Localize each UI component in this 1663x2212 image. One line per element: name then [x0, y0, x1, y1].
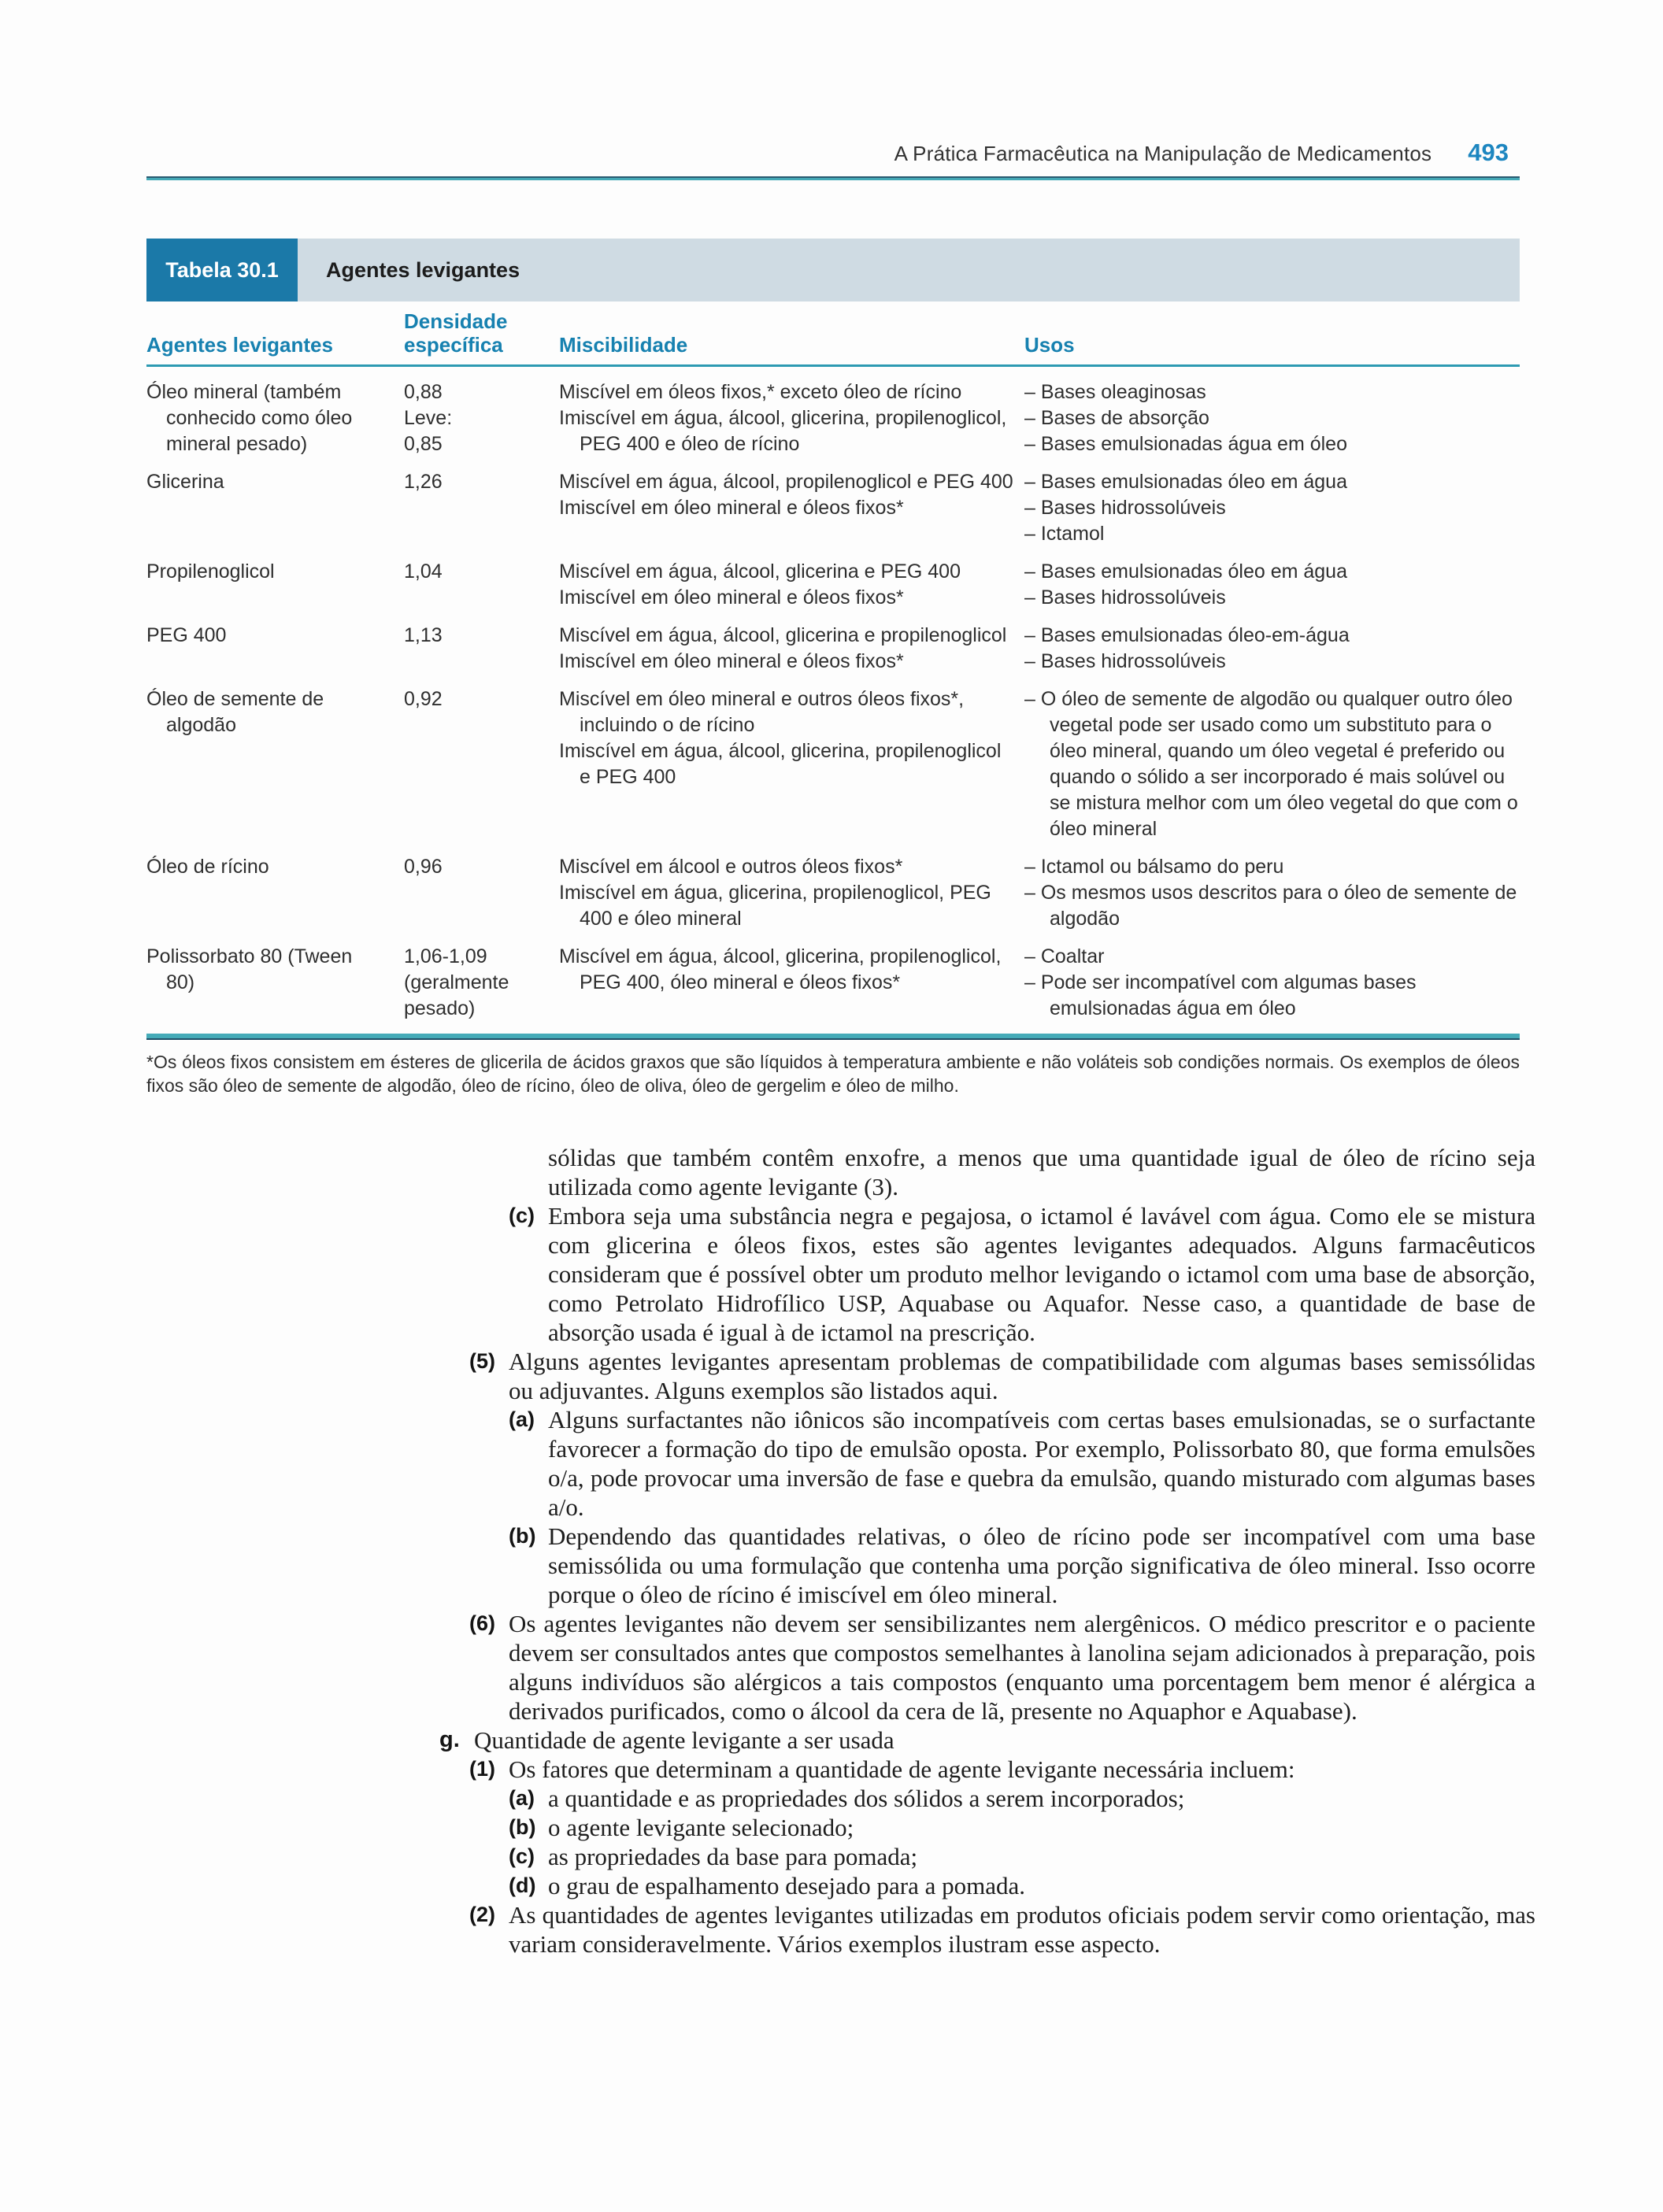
item-text: As quantidades de agentes levigantes utilizadas em produtos oficiais podem servir como orientação, mas variam consideravelmente. Vários exemplos ilustram esse aspecto. — [509, 1901, 1535, 1958]
body-item — [439, 1813, 1535, 1842]
item-marker: (1) — [469, 1757, 495, 1781]
item-marker: (2) — [469, 1903, 495, 1926]
item-text: Embora seja uma substância negra e pegajosa, o ictamol é lavável com água. Como ele se mistura com glicerina e óleos fixos, estes são agentes levigantes adequados. Alguns farmacêuticos consideram que é possível obter um produto melhor levigando o ictamol com uma base de absorção, como Petrolato Hidrofílico USP, Aquabase ou Aquafor. Nesse caso, a quantidade de base de absorção usada é igual à de ictamol na prescrição. — [548, 1202, 1535, 1346]
item-marker: (b) — [509, 1815, 536, 1839]
body-item — [439, 1143, 1535, 1201]
miscibility-cell: Miscível em água, álcool, propilenoglicol e PEG 400 Imiscível em óleo mineral e óleos fixos* — [559, 471, 1013, 519]
agent-cell: Glicerina — [146, 471, 224, 493]
item-text: Dependendo das quantidades relativas, o óleo de rícino pode ser incompatível com uma base semissólida ou uma formulação que contenha uma porção significativa de óleo mineral. Isso ocorre porque o óleo de rícino é imiscível em óleo mineral. — [548, 1522, 1535, 1608]
density-cell: 0,88 Leve: 0,85 — [404, 381, 453, 455]
item-text: a quantidade e as propriedades dos sólidos a serem incorporados; — [548, 1785, 1185, 1812]
density-cell: 1,13 — [404, 624, 443, 646]
body-item — [439, 1784, 1535, 1813]
body-item — [439, 1405, 1535, 1522]
item-marker: (d) — [509, 1874, 536, 1897]
table-body — [146, 367, 1520, 1022]
table-row — [146, 944, 1520, 1022]
header-rule — [146, 176, 1520, 180]
usos-cell: – Bases emulsionadas óleo-em-água – Bases hidrossolúveis — [1024, 624, 1350, 672]
body-item — [439, 1871, 1535, 1900]
usos-cell: – Bases emulsionadas óleo em água – Bases hidrossolúveis – Ictamol — [1024, 471, 1347, 545]
miscibility-cell: Miscível em água, álcool, glicerina, propilenoglicol, PEG 400, óleo mineral e óleos fixos* — [559, 945, 1002, 993]
body-item — [439, 1347, 1535, 1405]
table-title-bar — [146, 239, 1520, 301]
item-text: Quantidade de agente levigante a ser usada — [474, 1726, 894, 1754]
body-item — [439, 1609, 1535, 1726]
item-marker: (a) — [509, 1786, 535, 1810]
item-marker: (5) — [469, 1349, 495, 1373]
usos-cell: – Coaltar – Pode ser incompatível com algumas bases emulsionadas água em óleo — [1024, 945, 1417, 1019]
body-item — [439, 1755, 1535, 1784]
agent-cell: Óleo de rícino — [146, 856, 269, 878]
table-row — [146, 379, 1520, 457]
table-30-1 — [146, 239, 1520, 1097]
density-cell: 0,92 — [404, 688, 443, 710]
table-row — [146, 469, 1520, 547]
item-marker: g. — [439, 1727, 460, 1752]
miscibility-cell: Miscível em álcool e outros óleos fixos* Imiscível em água, glicerina, propilenoglicol, PEG 400 e óleo mineral — [559, 856, 991, 930]
table-footnote: *Os óleos fixos consistem em ésteres de glicerila de ácidos graxos que são líquidos à temperatura ambiente e não voláteis sob condições normais. Os exemplos de óleos fixos são óleo de semente de algodão, óleo de rícino, óleo de oliva, óleo de gergelim e óleo de milho. — [146, 1052, 1520, 1096]
body-item — [439, 1522, 1535, 1609]
item-marker: (b) — [509, 1524, 536, 1548]
item-text: o agente levigante selecionado; — [548, 1814, 854, 1841]
item-marker: (c) — [509, 1844, 535, 1868]
table-label: Tabela 30.1 — [146, 239, 298, 301]
item-marker: (6) — [469, 1611, 495, 1635]
table-row — [146, 623, 1520, 675]
usos-cell: – Bases oleaginosas – Bases de absorção – Bases emulsionadas água em óleo — [1024, 381, 1347, 455]
agent-cell: PEG 400 — [146, 624, 227, 646]
table-row — [146, 854, 1520, 932]
table-column-headers — [146, 309, 1520, 367]
column-header-usos: Usos — [1024, 333, 1075, 357]
agent-cell: Óleo de semente de algodão — [146, 688, 324, 736]
body-item — [439, 1726, 1535, 1755]
agent-cell: Óleo mineral (também conhecido como óleo mineral pesado) — [146, 381, 353, 455]
item-text: as propriedades da base para pomada; — [548, 1843, 918, 1870]
usos-cell: – Bases emulsionadas óleo em água – Bases hidrossolúveis — [1024, 560, 1347, 608]
body-item — [439, 1201, 1535, 1347]
body-item — [439, 1900, 1535, 1959]
body-item — [439, 1842, 1535, 1871]
density-cell: 1,04 — [404, 560, 443, 583]
table-row — [146, 686, 1520, 842]
density-cell: 1,26 — [404, 471, 443, 493]
usos-cell: – Ictamol ou bálsamo do peru – Os mesmos usos descritos para o óleo de semente de algodão — [1024, 856, 1517, 930]
column-header-densidade: Densidade específica — [404, 309, 508, 357]
density-cell: 0,96 — [404, 856, 443, 878]
table-bottom-rule — [146, 1034, 1520, 1040]
miscibility-cell: Miscível em óleos fixos,* exceto óleo de rícino Imiscível em água, álcool, glicerina, propilenoglicol, PEG 400 e óleo de rícino — [559, 381, 1007, 455]
column-header-agentes: Agentes levigantes — [146, 333, 333, 357]
density-cell: 1,06-1,09 (geralmente pesado) — [404, 945, 509, 1019]
miscibility-cell: Miscível em óleo mineral e outros óleos fixos*, incluindo o de rícino Imiscível em água, álcool, glicerina, propilenoglicol e PEG 400 — [559, 688, 1002, 788]
item-text: Os fatores que determinam a quantidade de agente levigante necessária incluem: — [509, 1755, 1295, 1783]
item-text: sólidas que também contêm enxofre, a menos que uma quantidade igual de óleo de rícino seja utilizada como agente levigante (3). — [548, 1144, 1535, 1200]
agent-cell: Propilenoglicol — [146, 560, 275, 583]
item-marker: (c) — [509, 1204, 535, 1227]
body-text — [439, 1143, 1535, 1959]
miscibility-cell: Miscível em água, álcool, glicerina e PEG 400 Imiscível em óleo mineral e óleos fixos* — [559, 560, 961, 608]
page-header — [146, 139, 1520, 167]
item-marker: (a) — [509, 1407, 535, 1431]
page-number: 493 — [1468, 139, 1509, 166]
miscibility-cell: Miscível em água, álcool, glicerina e propilenoglicol Imiscível em óleo mineral e óleos fixos* — [559, 624, 1007, 672]
table-caption: Agentes levigantes — [298, 239, 1520, 301]
running-head-title: A Prática Farmacêutica na Manipulação de Medicamentos — [894, 142, 1432, 165]
column-header-miscibilidade: Miscibilidade — [559, 333, 688, 357]
agent-cell: Polissorbato 80 (Tween 80) — [146, 945, 353, 993]
item-text: o grau de espalhamento desejado para a pomada. — [548, 1872, 1025, 1899]
table-row — [146, 559, 1520, 611]
usos-cell: – O óleo de semente de algodão ou qualquer outro óleo vegetal pode ser usado como um substituto para o óleo mineral, quando um óleo vegetal é preferido ou quando o sólido a ser incorporado é mais solúvel ou se mistura melhor com um óleo vegetal do que com o óleo mineral — [1024, 688, 1518, 840]
item-text: Alguns agentes levigantes apresentam problemas de compatibilidade com algumas bases semissólidas ou adjuvantes. Alguns exemplos são listados aqui. — [509, 1348, 1535, 1404]
item-text: Os agentes levigantes não devem ser sensibilizantes nem alergênicos. O médico prescritor e o paciente devem ser consultados antes que compostos semelhantes à lanolina sejam adicionados à preparação, pois alguns indivíduos são alérgicos a tais compostos (enquanto uma porcentagem bem menor é alérgica a derivados purificados, como o álcool da cera de lã, presente no Aquaphor e Aquabase). — [509, 1610, 1535, 1725]
item-text: Alguns surfactantes não iônicos são incompatíveis com certas bases emulsionadas, se o surfactante favorecer a formação do tipo de emulsão oposta. Por exemplo, Polissorbato 80, que forma emulsões o/a, pode provocar uma inversão de fase e quebra da emulsão, quando misturado com algumas bases a/o. — [548, 1406, 1535, 1521]
